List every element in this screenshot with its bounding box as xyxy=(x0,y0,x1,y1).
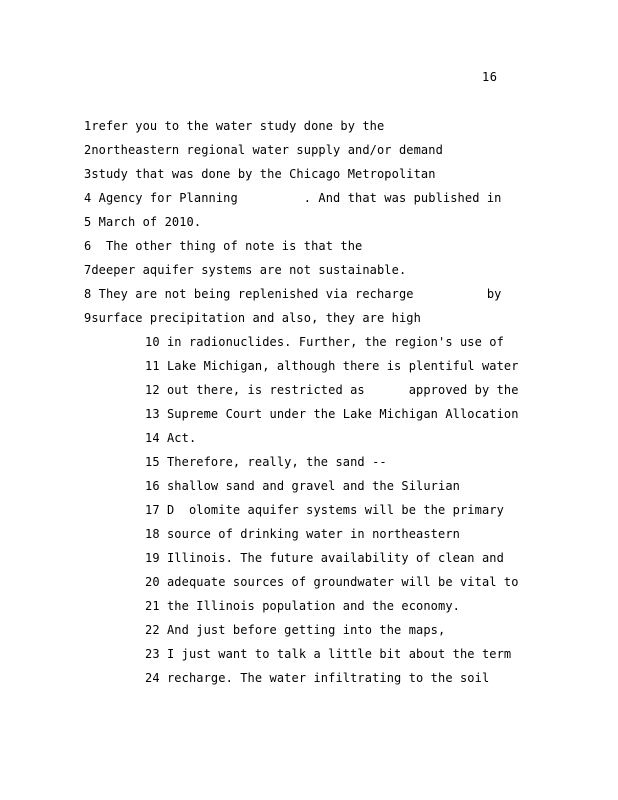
line-number: 14 xyxy=(145,431,160,445)
transcript-line xyxy=(145,407,519,421)
line-text: refer you to the water study done by the xyxy=(91,119,385,133)
transcript-line xyxy=(145,479,460,493)
line-number: 16 xyxy=(145,479,160,493)
line-text: Supreme Court under the Lake Michigan Allocation xyxy=(159,407,519,421)
line-text: in radionuclides. Further, the region's use of xyxy=(159,335,504,349)
line-text: northeastern regional water supply and/or demand xyxy=(91,143,443,157)
transcript-line xyxy=(84,191,502,205)
line-number: 23 xyxy=(145,647,160,661)
line-number: 12 xyxy=(145,383,160,397)
line-text: D olomite aquifer systems will be the primary xyxy=(159,503,504,517)
line-text: March of 2010. xyxy=(91,215,202,229)
transcript-line xyxy=(84,239,362,253)
line-text: Therefore, really, the sand -- xyxy=(159,455,387,469)
line-text: I just want to talk a little bit about the term xyxy=(159,647,512,661)
line-number: 22 xyxy=(145,623,160,637)
transcript-line xyxy=(145,599,460,613)
line-number: 1 xyxy=(84,119,92,133)
line-text: deeper aquifer systems are not sustainable. xyxy=(91,263,407,277)
line-text: study that was done by the Chicago Metropolitan xyxy=(91,167,436,181)
line-number: 20 xyxy=(145,575,160,589)
transcript-line xyxy=(145,455,387,469)
line-text: They are not being replenished via recharge by xyxy=(91,287,502,301)
line-number: 9 xyxy=(84,311,92,325)
transcript-line xyxy=(145,335,504,349)
transcript-line xyxy=(145,647,511,661)
transcript-line xyxy=(145,671,489,685)
line-text: out there, is restricted as approved by the xyxy=(159,383,519,397)
line-number: 17 xyxy=(145,503,160,517)
transcript-line xyxy=(84,311,421,325)
line-number: 4 xyxy=(84,191,92,205)
line-number: 3 xyxy=(84,167,92,181)
line-number: 18 xyxy=(145,527,160,541)
transcript-line xyxy=(145,575,519,589)
page-number: 16 xyxy=(482,70,498,84)
transcript-line xyxy=(145,383,519,397)
transcript-line xyxy=(145,503,504,517)
line-text: the Illinois population and the economy. xyxy=(159,599,460,613)
line-number: 24 xyxy=(145,671,160,685)
line-number: 21 xyxy=(145,599,160,613)
line-number: 13 xyxy=(145,407,160,421)
transcript-line xyxy=(84,119,384,133)
line-text: Agency for Planning . And that was published in xyxy=(91,191,502,205)
line-number: 8 xyxy=(84,287,92,301)
transcript-line xyxy=(84,215,201,229)
line-text: shallow sand and gravel and the Silurian xyxy=(159,479,460,493)
transcript-line xyxy=(145,551,504,565)
line-text: recharge. The water infiltrating to the soil xyxy=(159,671,490,685)
transcript-line xyxy=(84,263,406,277)
transcript-line xyxy=(84,143,443,157)
transcript-line xyxy=(84,287,502,301)
transcript-line xyxy=(145,527,460,541)
line-number: 7 xyxy=(84,263,92,277)
line-text: Illinois. The future availability of clean and xyxy=(159,551,504,565)
line-number: 15 xyxy=(145,455,160,469)
transcript-line xyxy=(145,431,196,445)
line-number: 6 xyxy=(84,239,92,253)
line-number: 19 xyxy=(145,551,160,565)
line-text: The other thing of note is that the xyxy=(91,239,363,253)
transcript-line xyxy=(145,359,519,373)
line-text: Lake Michigan, although there is plentiful water xyxy=(159,359,519,373)
line-text: surface precipitation and also, they are high xyxy=(91,311,421,325)
transcript-line xyxy=(84,167,436,181)
line-number: 5 xyxy=(84,215,92,229)
line-number: 11 xyxy=(145,359,160,373)
line-number: 10 xyxy=(145,335,160,349)
line-number: 2 xyxy=(84,143,92,157)
line-text: Act. xyxy=(159,431,197,445)
line-text: adequate sources of groundwater will be vital to xyxy=(159,575,519,589)
line-text: source of drinking water in northeastern xyxy=(159,527,460,541)
line-text: And just before getting into the maps, xyxy=(159,623,446,637)
transcript-line xyxy=(145,623,445,637)
